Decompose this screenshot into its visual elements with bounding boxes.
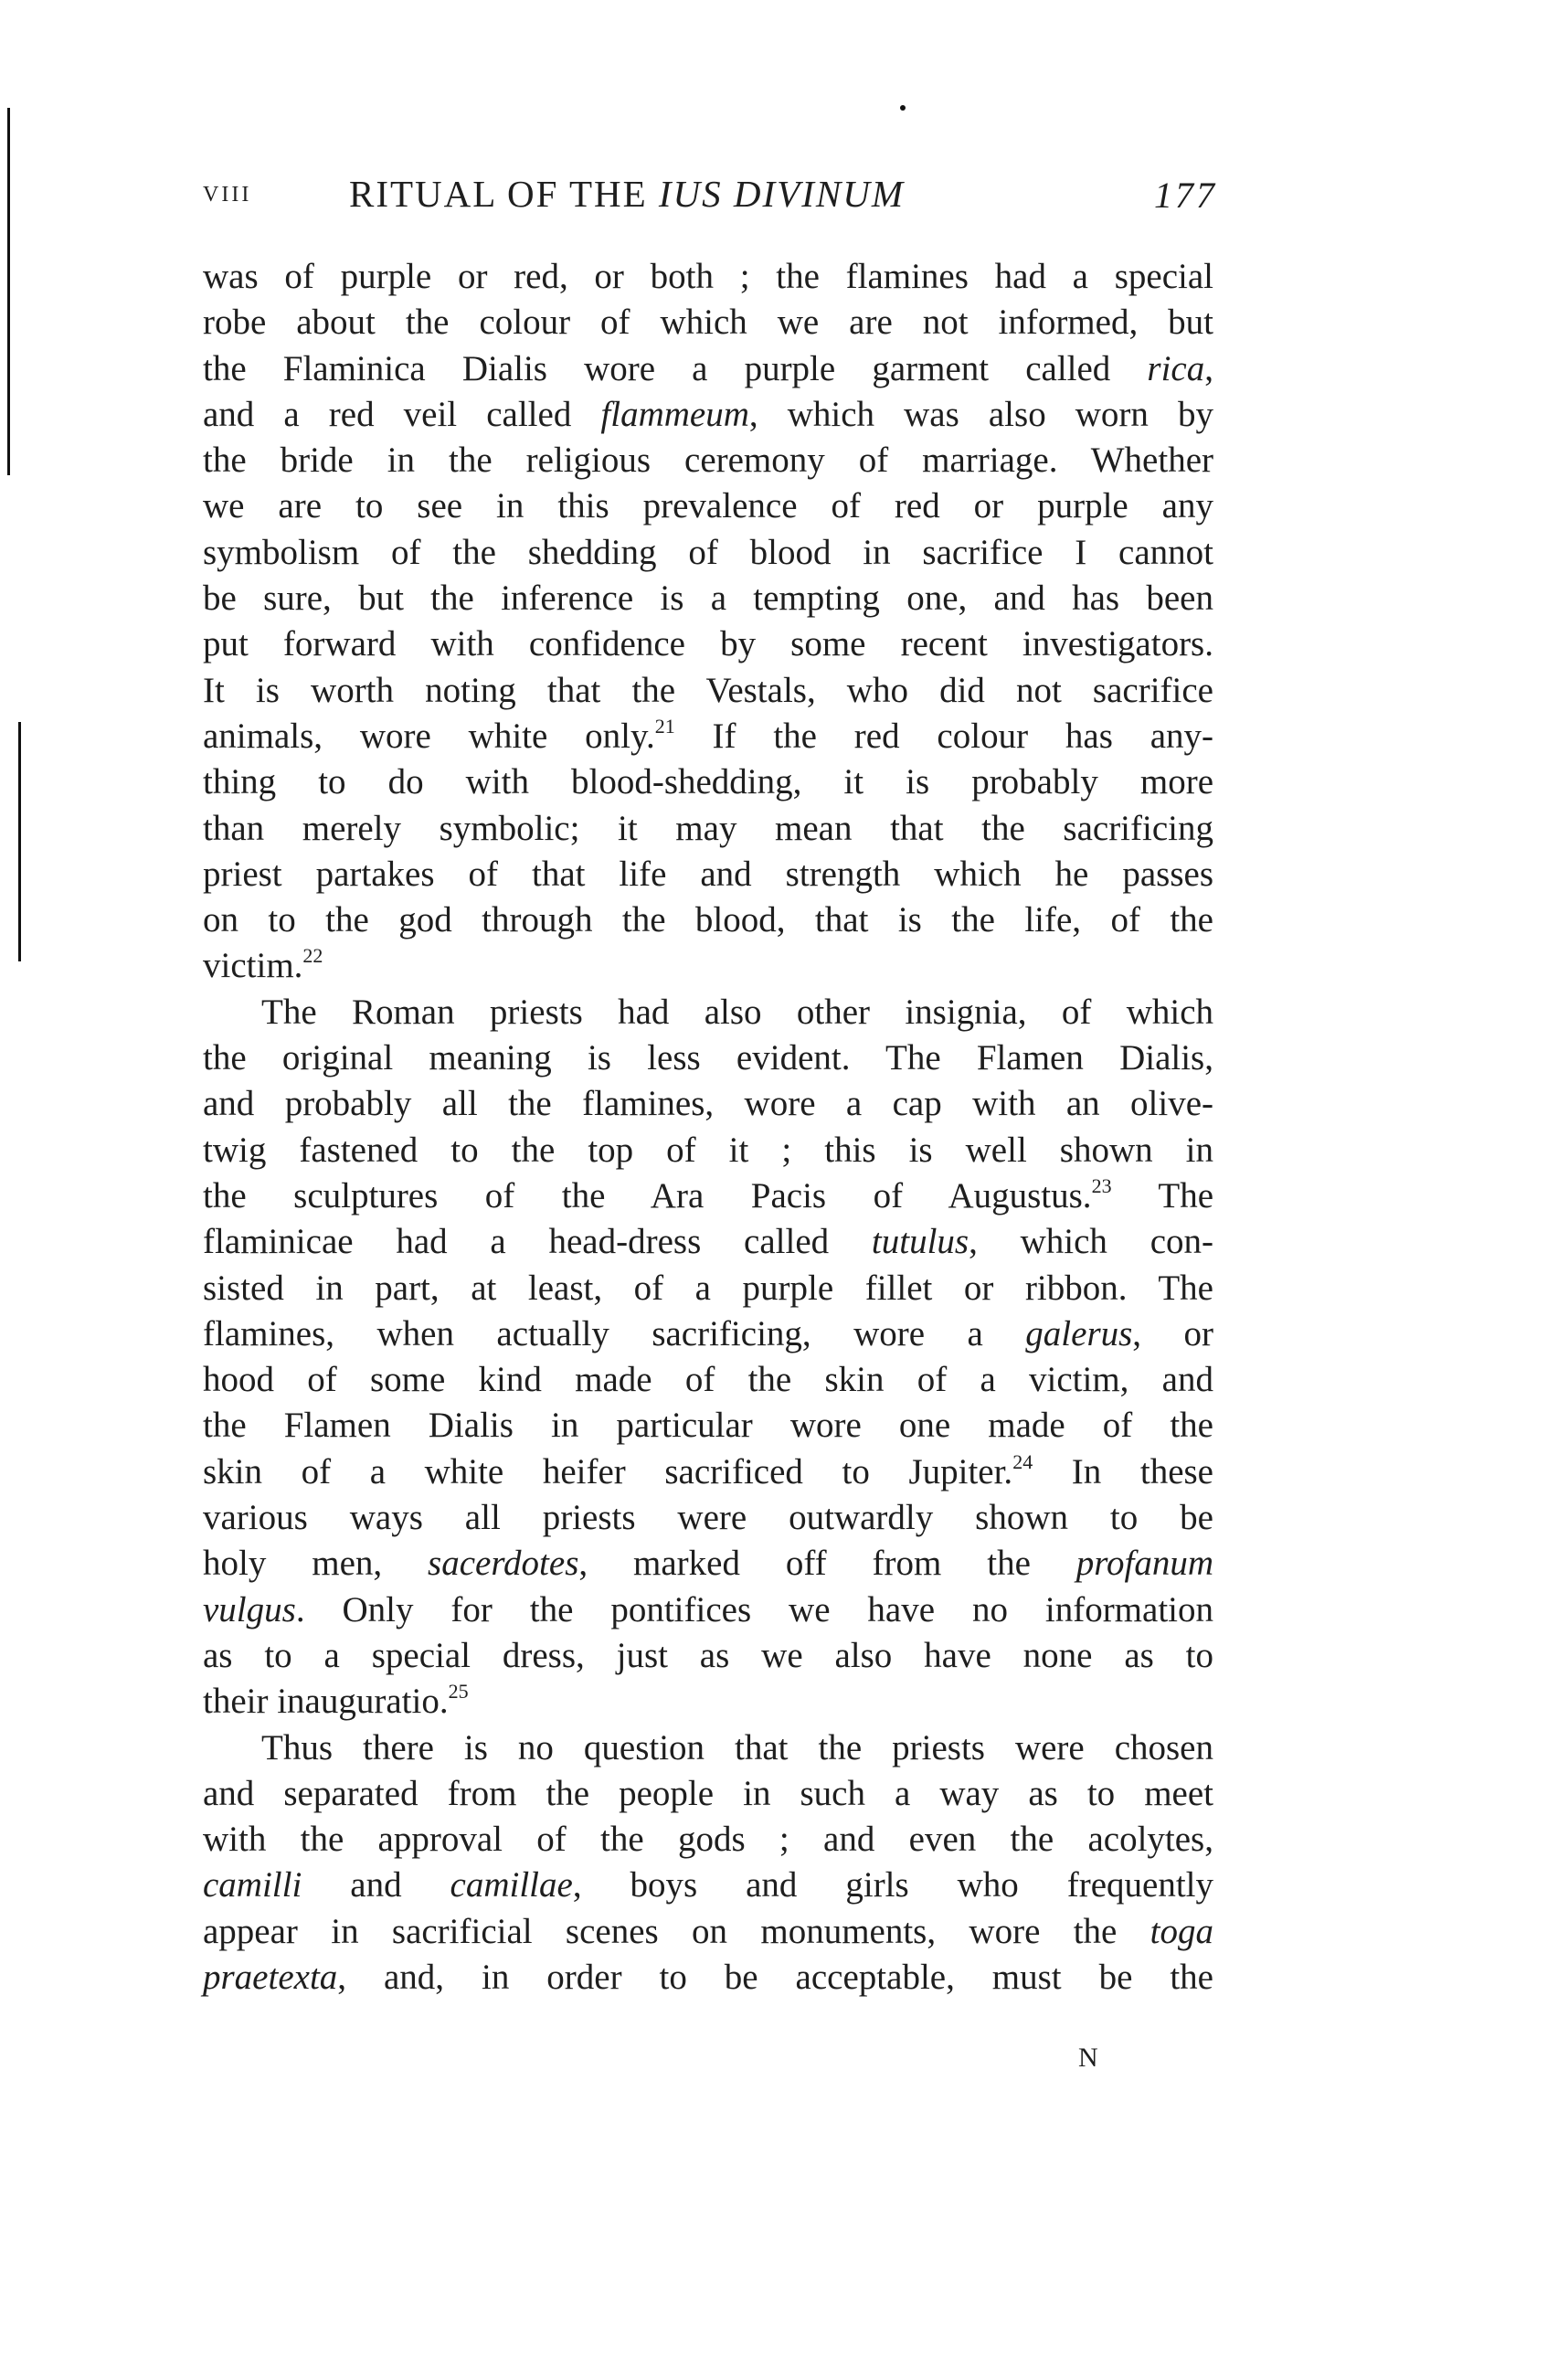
text-run: , which con- bbox=[969, 1222, 1213, 1262]
body-text bbox=[203, 254, 1213, 2001]
text-run: It is worth noting that the Vestals, who did not sacrifice bbox=[203, 670, 1213, 710]
text-run: , boys and girls who frequently bbox=[572, 1865, 1213, 1905]
footnote-ref: 23 bbox=[1091, 1173, 1112, 1197]
text-run: their inauguratio. bbox=[203, 1682, 449, 1722]
text-line bbox=[203, 438, 1213, 483]
text-run: as to a special dress, just as we also have none as to bbox=[203, 1635, 1213, 1675]
running-title-italic: IUS DIVINUM bbox=[658, 173, 905, 215]
paragraph bbox=[203, 1725, 1213, 2001]
text-line bbox=[203, 483, 1213, 529]
text-line bbox=[203, 1128, 1213, 1173]
text-line bbox=[203, 621, 1213, 667]
text-run: the bride in the religious ceremony of marriage. Whether bbox=[203, 440, 1213, 481]
italic-term: profanum bbox=[1075, 1544, 1214, 1584]
text-line bbox=[203, 1266, 1213, 1311]
text-line bbox=[203, 1311, 1213, 1357]
text-run: robe about the colour of which we are not informed, but bbox=[203, 303, 1213, 343]
text-line bbox=[203, 1403, 1213, 1449]
text-line bbox=[203, 346, 1213, 392]
italic-term: camillae bbox=[450, 1865, 573, 1905]
text-run: Thus there is no question that the priests were chosen bbox=[261, 1727, 1213, 1767]
text-run: put forward with confidence by some recent investigators. bbox=[203, 624, 1213, 664]
text-line bbox=[203, 1817, 1213, 1863]
text-run: and separated from the people in such a way as to meet bbox=[203, 1773, 1213, 1813]
text-run: skin of a white heifer sacrificed to Jupiter. bbox=[203, 1451, 1013, 1491]
italic-term: sacerdotes bbox=[428, 1544, 579, 1584]
text-run: and a red veil called bbox=[203, 394, 601, 434]
text-line bbox=[203, 254, 1213, 300]
text-run: the original meaning is less evident. The Flamen Dialis, bbox=[203, 1038, 1213, 1078]
text-line bbox=[203, 1219, 1213, 1265]
text-line bbox=[203, 300, 1213, 345]
text-run: appear in sacrificial scenes on monuments, wore the bbox=[203, 1911, 1150, 1951]
text-run: the Flamen Dialis in particular wore one made of the bbox=[203, 1406, 1213, 1446]
text-run: twig fastened to the top of it ; this is well shown in bbox=[203, 1130, 1213, 1170]
text-run: holy men, bbox=[203, 1544, 429, 1584]
text-line bbox=[203, 530, 1213, 576]
text-run: , which was also worn by bbox=[748, 394, 1214, 434]
text-line bbox=[203, 943, 1213, 989]
text-line bbox=[203, 392, 1213, 438]
text-line bbox=[203, 852, 1213, 897]
text-line bbox=[203, 1679, 1213, 1725]
text-line bbox=[203, 1633, 1213, 1679]
text-line bbox=[203, 1035, 1213, 1081]
text-line bbox=[203, 1081, 1213, 1127]
text-run: . Only for the pontifices we have no information bbox=[295, 1589, 1213, 1629]
scan-speck-top bbox=[900, 105, 906, 111]
paragraph bbox=[203, 254, 1213, 990]
text-line bbox=[203, 806, 1213, 852]
signature-mark: N bbox=[1078, 2043, 1099, 2073]
text-line bbox=[203, 576, 1213, 621]
paragraph bbox=[203, 990, 1213, 1725]
text-run: be sure, but the inference is a tempting one, and has been bbox=[203, 578, 1213, 619]
italic-term: flammeum bbox=[600, 394, 749, 434]
italic-term: toga bbox=[1150, 1911, 1213, 1951]
text-run: If the red colour has any- bbox=[674, 716, 1213, 756]
text-run: The Roman priests had also other insignia, of which bbox=[261, 992, 1213, 1032]
text-run: sisted in part, at least, of a purple fillet or ribbon. The bbox=[203, 1268, 1213, 1308]
text-line bbox=[203, 1725, 1213, 1771]
text-line bbox=[203, 990, 1213, 1035]
text-run: the sculptures of the Ara Pacis of Augustus. bbox=[203, 1175, 1092, 1215]
footnote-ref: 22 bbox=[302, 944, 323, 968]
text-line bbox=[203, 1357, 1213, 1403]
text-run: symbolism of the shedding of blood in sacrifice I cannot bbox=[203, 532, 1213, 572]
chapter-number: VIII bbox=[203, 183, 252, 207]
text-run: flaminicae had a head-dress called bbox=[203, 1222, 872, 1262]
text-run: thing to do with blood-shedding, it is probably more bbox=[203, 762, 1213, 802]
text-line bbox=[203, 1495, 1213, 1541]
running-title bbox=[349, 172, 905, 216]
text-run: was of purple or red, or both ; the flamines had a special bbox=[203, 257, 1213, 296]
text-run: and probably all the flamines, wore a cap with an olive- bbox=[203, 1084, 1213, 1124]
footnote-ref: 21 bbox=[654, 714, 675, 738]
text-run: and bbox=[302, 1865, 450, 1905]
text-line bbox=[203, 1771, 1213, 1817]
text-line bbox=[203, 1863, 1213, 1908]
text-run: priest partakes of that life and strength which he passes bbox=[203, 854, 1213, 894]
text-run: with the approval of the gods ; and even the acolytes, bbox=[203, 1820, 1213, 1860]
text-run: In these bbox=[1033, 1451, 1213, 1491]
text-run: The bbox=[1111, 1175, 1214, 1215]
text-line bbox=[203, 714, 1213, 759]
text-line bbox=[203, 1587, 1213, 1633]
text-line bbox=[203, 897, 1213, 943]
text-line bbox=[203, 759, 1213, 805]
text-line bbox=[203, 1955, 1213, 2001]
text-run: hood of some kind made of the skin of a victim, and bbox=[203, 1360, 1213, 1400]
text-run: various ways all priests were outwardly shown to be bbox=[203, 1498, 1213, 1538]
text-run: victim. bbox=[203, 946, 303, 986]
scan-margin-line-top bbox=[7, 108, 10, 475]
text-run: , bbox=[1204, 348, 1213, 388]
italic-term: camilli bbox=[203, 1865, 302, 1905]
text-line bbox=[203, 1541, 1213, 1587]
running-header bbox=[203, 172, 1217, 227]
text-line bbox=[203, 1449, 1213, 1495]
text-run: we are to see in this prevalence of red or purple any bbox=[203, 486, 1213, 526]
footnote-ref: 25 bbox=[448, 1680, 469, 1704]
text-line bbox=[203, 1909, 1213, 1955]
italic-term: praetexta bbox=[203, 1957, 338, 1997]
running-title-roman: RITUAL OF THE bbox=[349, 173, 648, 215]
text-run: the Flaminica Dialis wore a purple garment called bbox=[203, 348, 1148, 388]
scan-margin-line-middle bbox=[18, 722, 21, 961]
text-line bbox=[203, 668, 1213, 714]
italic-term: vulgus bbox=[203, 1589, 296, 1629]
footnote-ref: 24 bbox=[1012, 1449, 1033, 1473]
page-number: 177 bbox=[1154, 175, 1217, 216]
italic-term: rica bbox=[1147, 348, 1205, 388]
text-run: than merely symbolic; it may mean that the sacrificing bbox=[203, 808, 1213, 848]
text-run: , and, in order to be acceptable, must be the bbox=[337, 1957, 1213, 1997]
italic-term: tutulus bbox=[871, 1222, 969, 1262]
italic-term: galerus bbox=[1025, 1313, 1133, 1353]
text-run: animals, wore white only. bbox=[203, 716, 655, 756]
text-line bbox=[203, 1173, 1213, 1219]
text-run: flamines, when actually sacrificing, wore a bbox=[203, 1313, 1026, 1353]
text-run: , or bbox=[1132, 1313, 1213, 1353]
text-run: , marked off from the bbox=[578, 1544, 1076, 1584]
text-run: on to the god through the blood, that is the life, of the bbox=[203, 900, 1213, 940]
